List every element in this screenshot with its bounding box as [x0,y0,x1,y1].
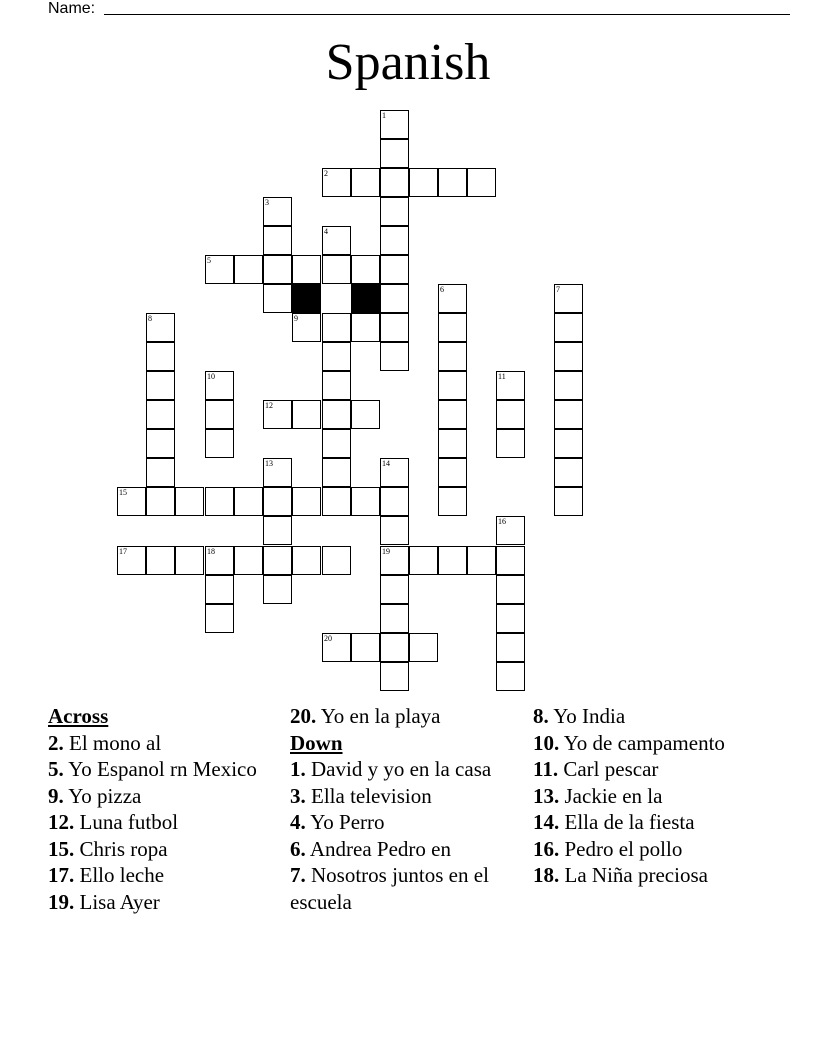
grid-cell[interactable] [146,342,175,371]
clue-number-label: 14. [533,810,560,834]
clue-text: Lisa Ayer [79,889,160,914]
grid-block-cell [292,284,321,313]
grid-cell[interactable] [263,458,292,487]
grid-cell[interactable] [263,284,292,313]
grid-cell[interactable] [205,255,234,284]
grid-cell[interactable] [496,604,525,633]
grid-cell[interactable] [263,255,292,284]
grid-cell[interactable] [380,516,409,545]
across-clue [48,862,278,889]
grid-cell[interactable] [438,284,467,313]
clue-number-label: 16. [533,836,560,861]
grid-cell[interactable] [438,546,467,575]
grid-cell[interactable] [117,546,146,575]
grid-cell[interactable] [554,371,583,400]
grid-cell[interactable] [263,197,292,226]
grid-cell[interactable] [322,487,351,516]
grid-cell[interactable] [496,662,525,691]
clue-number-label: 11. [533,757,559,781]
grid-cell[interactable] [496,546,525,575]
grid-cell[interactable] [263,487,292,516]
grid-cell[interactable] [146,546,175,575]
clue-number: 12 [265,401,273,410]
down-clue [533,809,763,836]
clue-text: Andrea Pedro en [309,836,451,861]
clue-text: Yo Perro [310,810,385,834]
grid-cell[interactable] [351,487,380,516]
across-clue [48,756,278,783]
grid-cell[interactable] [554,429,583,458]
grid-cell[interactable] [554,313,583,342]
clue-text: Nosotros juntos en el escuela [290,863,489,914]
name-label: Name: [48,0,96,17]
grid-cell[interactable] [292,313,321,342]
grid-cell[interactable] [380,487,409,516]
grid-cell[interactable] [322,458,351,487]
clue-number: 2 [324,169,328,178]
clues-column-1 [48,703,278,915]
grid-cell[interactable] [322,226,351,255]
down-clue [533,703,763,730]
clue-number: 8 [148,314,152,323]
clues-column-3 [533,703,763,889]
grid-cell[interactable] [322,400,351,429]
grid-cell[interactable] [146,487,175,516]
grid-cell[interactable] [438,371,467,400]
clue-number-label: 5. [48,757,64,781]
down-clue [290,862,520,915]
down-clue [290,809,520,836]
grid-cell[interactable] [380,313,409,342]
grid-cell[interactable] [380,604,409,633]
grid-cell[interactable] [146,400,175,429]
clue-number-label: 8. [533,704,549,728]
clue-number-label: 13. [533,783,560,808]
grid-cell[interactable] [409,546,438,575]
clue-text: Chris ropa [79,836,168,861]
down-clue [290,783,520,810]
grid-cell[interactable] [322,633,351,662]
grid-cell[interactable] [380,458,409,487]
grid-cell[interactable] [380,255,409,284]
across-clue [290,703,520,730]
clue-number: 3 [265,198,269,207]
clue-text: Ella television [311,783,432,808]
down-clue [533,862,763,889]
grid-cell[interactable] [322,313,351,342]
across-clue [48,809,278,836]
grid-cell[interactable] [263,400,292,429]
grid-cell[interactable] [438,342,467,371]
grid-cell[interactable] [409,633,438,662]
clue-text: La Niña preciosa [564,863,708,887]
grid-cell[interactable] [380,139,409,168]
grid-cell[interactable] [380,168,409,197]
grid-cell[interactable] [496,516,525,545]
clue-number: 20 [324,634,332,643]
grid-cell[interactable] [117,487,146,516]
grid-cell[interactable] [438,429,467,458]
grid-cell[interactable] [205,429,234,458]
grid-cell[interactable] [554,284,583,313]
clue-number-label: 6. [290,836,306,861]
clue-text: Yo en la playa [320,704,441,728]
grid-cell[interactable] [205,575,234,604]
clue-number: 18 [207,547,215,556]
clue-number-label: 1. [290,757,306,781]
clue-number: 6 [440,285,444,294]
across-clue [48,783,278,810]
down-clue [533,836,763,863]
clue-number-label: 17. [48,863,75,887]
grid-cell[interactable] [380,110,409,139]
clue-text: Carl pescar [563,757,659,781]
down-clue [290,836,520,863]
across-heading: Across [48,704,109,728]
grid-cell[interactable] [292,546,321,575]
clue-number-label: 10. [533,730,560,755]
clue-number-label: 18. [533,863,560,887]
grid-cell[interactable] [380,226,409,255]
clue-number-label: 20. [290,704,317,728]
grid-cell[interactable] [322,546,351,575]
grid-cell[interactable] [554,342,583,371]
down-clue [533,730,763,757]
grid-cell[interactable] [292,255,321,284]
clue-number-label: 3. [290,783,306,808]
grid-cell[interactable] [496,429,525,458]
grid-cell[interactable] [380,342,409,371]
clue-text: Yo pizza [68,783,142,808]
grid-cell[interactable] [496,633,525,662]
clue-number: 17 [119,547,127,556]
grid-cell[interactable] [205,546,234,575]
grid-cell[interactable] [263,575,292,604]
grid-cell[interactable] [322,168,351,197]
grid-cell[interactable] [438,168,467,197]
grid-cell[interactable] [380,575,409,604]
clue-number: 19 [382,547,390,556]
clue-number-label: 2. [48,730,64,755]
clue-text: Jackie en la [564,783,663,808]
clue-number-label: 9. [48,783,64,808]
grid-cell[interactable] [234,546,263,575]
clue-text: Yo de campamento [563,730,725,755]
grid-cell[interactable] [554,400,583,429]
clue-text: Ella de la fiesta [564,810,695,834]
grid-cell[interactable] [380,197,409,226]
grid-cell[interactable] [351,313,380,342]
clue-number: 7 [556,285,560,294]
grid-cell[interactable] [146,371,175,400]
grid-cell[interactable] [554,458,583,487]
grid-cell[interactable] [263,516,292,545]
clues-column-2 [290,703,520,915]
grid-cell[interactable] [322,255,351,284]
grid-cell[interactable] [351,633,380,662]
down-clue [533,756,763,783]
clue-number-label: 12. [48,810,75,834]
grid-cell[interactable] [175,487,204,516]
grid-cell[interactable] [205,400,234,429]
clue-number: 15 [119,488,127,497]
clue-number-label: 4. [290,810,306,834]
grid-cell[interactable] [351,255,380,284]
clue-number: 10 [207,372,215,381]
down-clue [533,783,763,810]
grid-cell[interactable] [322,342,351,371]
clue-number: 9 [294,314,298,323]
grid-cell[interactable] [467,546,496,575]
clue-text: Pedro el pollo [564,836,683,861]
grid-cell[interactable] [380,662,409,691]
grid-cell[interactable] [146,429,175,458]
clue-number: 14 [382,459,390,468]
grid-cell[interactable] [205,487,234,516]
grid-cell[interactable] [146,458,175,487]
clue-number: 16 [498,517,506,526]
down-clue [290,756,520,783]
grid-cell[interactable] [322,429,351,458]
grid-cell[interactable] [438,313,467,342]
clue-number-label: 15. [48,836,75,861]
clue-number: 11 [498,372,506,381]
across-clue [48,836,278,863]
grid-cell[interactable] [438,487,467,516]
clue-number: 1 [382,111,386,120]
grid-cell[interactable] [438,458,467,487]
grid-cell[interactable] [351,400,380,429]
across-clue [48,889,278,916]
grid-cell[interactable] [234,487,263,516]
clue-number-label: 7. [290,863,306,887]
clue-number: 13 [265,459,273,468]
clue-number-label: 19. [48,889,75,914]
grid-cell[interactable] [351,168,380,197]
down-heading: Down [290,730,343,755]
grid-cell[interactable] [263,226,292,255]
clue-number: 4 [324,227,328,236]
across-clue [48,730,278,757]
clue-text: Yo Espanol rn Mexico [68,757,257,781]
clue-text: Yo India [553,704,626,728]
grid-cell[interactable] [409,168,438,197]
grid-cell[interactable] [496,400,525,429]
grid-cell[interactable] [554,487,583,516]
grid-cell[interactable] [438,400,467,429]
grid-block-cell [351,284,380,313]
grid-cell[interactable] [380,546,409,575]
grid-cell[interactable] [292,400,321,429]
clue-text: El mono al [69,730,162,755]
clue-text: David y yo en la casa [311,757,492,781]
clue-text: Ello leche [79,863,165,887]
grid-cell[interactable] [175,546,204,575]
grid-cell[interactable] [205,604,234,633]
grid-cell[interactable] [292,487,321,516]
grid-cell[interactable] [380,633,409,662]
page-title: Spanish [325,34,491,91]
grid-cell[interactable] [263,546,292,575]
grid-cell[interactable] [205,371,234,400]
grid-cell[interactable] [496,575,525,604]
grid-cell[interactable] [234,255,263,284]
grid-cell[interactable] [380,284,409,313]
grid-cell[interactable] [467,168,496,197]
grid-cell[interactable] [146,313,175,342]
grid-cell[interactable] [322,371,351,400]
grid-cell[interactable] [496,371,525,400]
clue-text: Luna futbol [79,810,179,834]
clue-number: 5 [207,256,211,265]
